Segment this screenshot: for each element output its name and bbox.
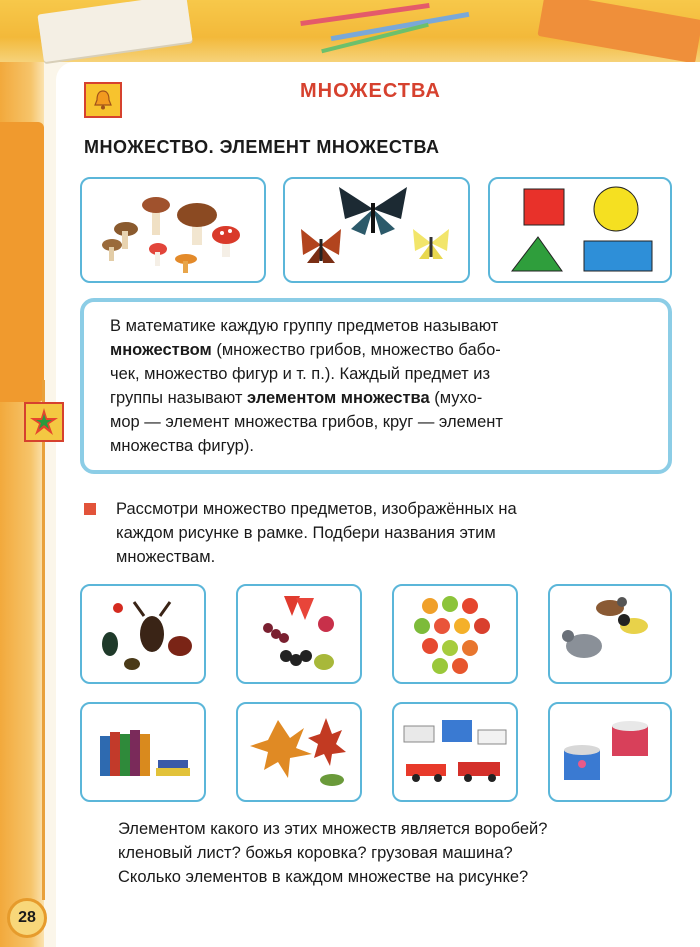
left-margin-decoration <box>0 62 44 947</box>
apples-frame <box>392 584 518 684</box>
cars-illustration <box>394 704 516 800</box>
top-decoration <box>0 0 700 62</box>
page-number: 28 <box>7 898 47 938</box>
definition-line: множества фигур). <box>110 437 254 455</box>
birds-frame <box>548 584 672 684</box>
leaves-illustration <box>238 704 360 800</box>
definition-line: В математике каждую группу предметов называют <box>110 317 499 335</box>
mushrooms-frame <box>80 177 266 283</box>
question-line: Элементом какого из этих множеств является воробей? <box>118 820 548 838</box>
insects-frame <box>80 584 206 684</box>
berries-illustration <box>238 586 360 682</box>
insects-illustration <box>82 586 204 682</box>
definition-line: множеством (множество грибов, множество бабо- <box>110 341 501 359</box>
leaves-frame <box>236 702 362 802</box>
question-line: кленовый лист? божья коровка? грузовая машина? <box>118 844 513 862</box>
cars-frame <box>392 702 518 802</box>
berries-frame <box>236 584 362 684</box>
shapes-illustration <box>490 179 670 281</box>
butterflies-frame <box>283 177 470 283</box>
star-icon <box>24 402 64 442</box>
margin-rule <box>42 380 45 900</box>
definition-line: группы называют элементом множества (мухо- <box>110 389 483 407</box>
definition-text <box>110 314 650 458</box>
birds-illustration <box>550 586 670 682</box>
task-line: каждом рисунке в рамке. Подбери названия этим <box>116 524 496 542</box>
section-title: МНОЖЕСТВА <box>300 80 441 102</box>
books-frame <box>80 702 206 802</box>
margin-stand-illustration <box>0 122 44 402</box>
task-line: Рассмотри множество предметов, изображённых на <box>116 500 517 518</box>
question-line: Сколько элементов в каждом множестве на рисунке? <box>118 868 529 886</box>
term-set: множеством <box>110 341 212 359</box>
task-text <box>116 497 672 569</box>
definition-line: чек, множество фигур и т. п.). Каждый предмет из <box>110 365 491 383</box>
apples-illustration <box>394 586 516 682</box>
books-illustration <box>82 704 204 800</box>
question-text <box>118 817 676 889</box>
shapes-frame <box>488 177 672 283</box>
task-marker <box>84 503 96 515</box>
term-element: элементом множества <box>247 389 430 407</box>
task-line: множествам. <box>116 548 216 566</box>
pots-frame <box>548 702 672 802</box>
pots-illustration <box>550 704 670 800</box>
book-illustration <box>537 0 700 64</box>
mushrooms-illustration <box>82 179 264 281</box>
bell-icon <box>84 82 122 118</box>
subheading: МНОЖЕСТВО. ЭЛЕМЕНТ МНОЖЕСТВА <box>84 137 440 157</box>
book-illustration <box>37 0 192 62</box>
butterflies-illustration <box>285 179 468 281</box>
definition-line: мор — элемент множества грибов, круг — элемент <box>110 413 503 431</box>
